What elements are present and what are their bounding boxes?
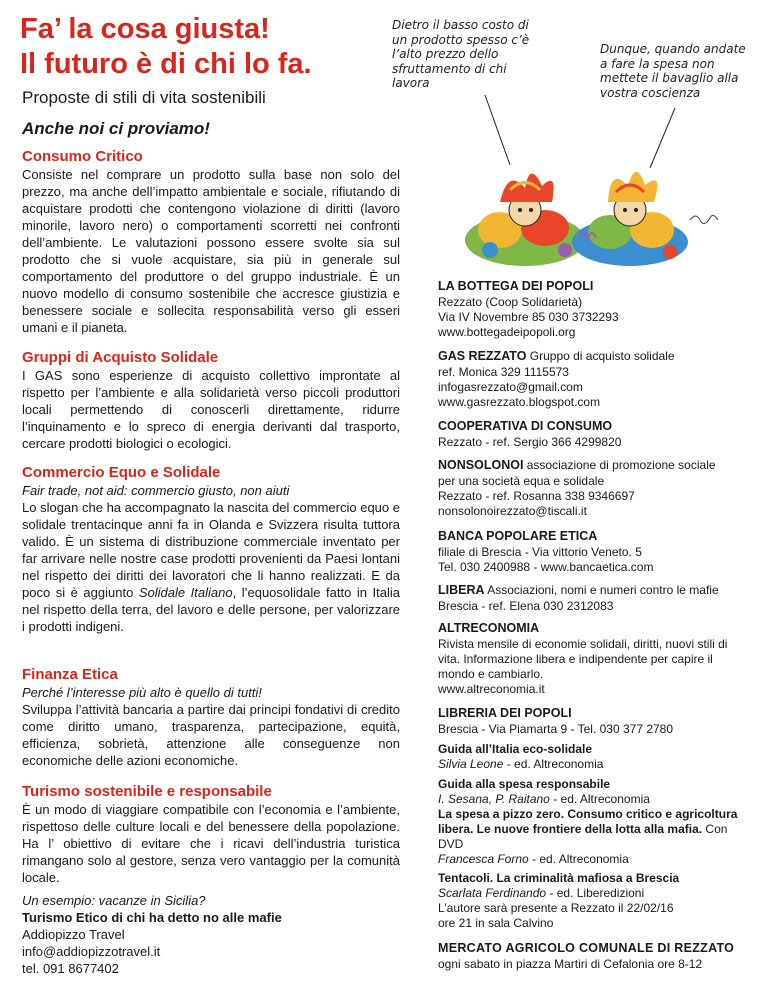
entry-line: per una società equa e solidale	[438, 474, 605, 488]
entry-line: Rezzato - ref. Sergio 366 4299820	[438, 435, 622, 449]
section-commercio-equo	[22, 463, 400, 635]
book-author-line: I. Sesana, P. Raitano - ed. Altreconomia	[438, 792, 650, 806]
contact-email[interactable]: info@addiopizzotravel.it	[22, 944, 161, 959]
entry-heading	[438, 348, 750, 365]
entry-banca-etica	[438, 528, 750, 575]
entry-link[interactable]: www.altreconomia.it	[438, 682, 545, 696]
entry-line: Via IV Novembre 85 030 3732293	[438, 310, 619, 324]
section-example: Un esempio: vacanze in Sicilia?	[22, 893, 206, 908]
entry-email[interactable]: nonsolonoirezzato@tiscali.it	[438, 504, 587, 518]
entry-bottega	[438, 278, 750, 340]
cartoon-illustration-icon	[430, 90, 730, 270]
section-body: Consiste nel comprare un prodotto sulla base non solo del prezzo, ma anche dell’impatto ambientale e sociale, rifiutando di acquistare prodotti che contengono violazione di diritti (lavoro minorile, lavoro nero) o comportamenti scorretti nei confronti dell’ambiente. Le valutazioni possono essere svolte sia sul prodotto che si vuole acquistare, sia più in generale sul comportamento del produttore o del gruppo industriale. È un nuovo modello di consumo sostenibile che accresce giustizia e benessere sociale e sollecita responsabilità verso gli esseri umani e il pianeta.	[22, 167, 400, 335]
entry-line: ref. Monica 329 1115573	[438, 365, 569, 379]
section-body: È un modo di viaggiare compatibile con l’economia e l’ambiente, rispettoso delle culture locali e del benessere della popolazione. Ha l’ obiettivo di evitare che i ricavi dell’industria turistica rimangano solo al gestore, senza vero vantaggio per la comunità locale.	[22, 802, 400, 885]
entry-name: ALTRECONOMIA	[438, 621, 540, 635]
page-title	[20, 12, 312, 82]
entry-cooperativa	[438, 418, 750, 450]
book-title: Tentacoli. La criminalità mafiosa a Brescia	[438, 871, 680, 885]
entry-desc: associazione di promozione sociale	[523, 458, 716, 472]
book-title: Guida all’Italia eco-solidale	[438, 742, 593, 756]
section-turismo	[22, 782, 400, 977]
title-line-2: Il futuro è di chi lo fa.	[20, 48, 312, 80]
section-heading: Finanza Etica	[22, 666, 118, 683]
speech-bubble-right: Dunque, quando andate a fare la spesa non mettete il bavaglio alla vostra coscienza	[600, 42, 746, 100]
subtitle: Proposte di stili di vita sostenibili	[22, 88, 266, 107]
contact-line: Addiopizzo Travel	[22, 927, 125, 942]
entry-name: MERCATO AGRICOLO COMUNALE DI REZZATO	[438, 941, 735, 955]
book-list	[438, 742, 750, 931]
entry-libera	[438, 582, 750, 614]
entry-nonsolonoi	[438, 457, 750, 519]
tagline: Anche noi ci proviamo!	[22, 119, 210, 138]
section-finanza-etica	[22, 665, 400, 769]
entry-line: Rezzato - ref. Rosanna 338 9346697	[438, 489, 635, 503]
title-line-1: Fa’ la cosa giusta!	[20, 13, 270, 45]
entry-line: Tel. 030 2400988 - www.bancaetica.com	[438, 560, 654, 574]
section-slogan: Perché l’interesse più alto è quello di tutti!	[22, 685, 262, 700]
entry-desc: Gruppo di acquisto solidale	[526, 349, 675, 363]
section-body: Lo slogan che ha accompagnato la nascita del commercio equo e solidale trentacinque anni fa in Olanda e Svizzera risulta tuttora valido. È un sistema di distribuzione commerciale inventato per far arrivare nelle nostre case prodotti provenienti da Paesi lontani nel rispetto dei diritti dei lavoratori che li hanno realizzati. E da poco si è aggiunto Solidale Italiano, l’equosolidale fatto in Italia nel rispetto della terra, del lavoro e delle persone, per valorizzare i prodotti indigeni.	[22, 500, 400, 634]
book-author-line: Francesca Forno - ed. Altreconomia	[438, 852, 629, 866]
book-author-line: Scarlata Ferdinando - ed. Liberedizioni	[438, 886, 645, 900]
contact-phone: tel. 091 8677402	[22, 961, 119, 976]
entry-desc: Associazioni, nomi e numeri contro le mafie	[484, 583, 719, 597]
entry-line: filiale di Brescia - Via vittorio Veneto. 5	[438, 545, 642, 559]
entry-line: Brescia - ref. Elena 030 2312083	[438, 599, 614, 613]
entry-name: NONSOLONOI	[438, 458, 524, 472]
book-note: L’autore sarà presente a Rezzato il 22/02/16	[438, 901, 674, 915]
entry-line: Rivista mensile di economie solidali, diritti, nuovi stili di vita. Informazione libera e indipendente per capire il mondo e cambiarlo.	[438, 637, 728, 681]
section-heading: Turismo sostenibile e responsabile	[22, 783, 272, 800]
entry-heading	[438, 582, 750, 599]
section-body: Sviluppa l’attività bancaria a partire dai principi fondativi di credito come diritto umano, trasparenza, partecipazione, equità, efficienza, sobrietà, attenzione alle conseguenze non economiche delle azioni economiche.	[22, 702, 400, 768]
entry-email[interactable]: infogasrezzato@gmail.com	[438, 380, 583, 394]
book-author-line: Silvia Leone - ed. Altreconomia	[438, 757, 604, 771]
entry-name: LA BOTTEGA DEI POPOLI	[438, 279, 594, 293]
book-title: La spesa a pizzo zero. Consumo critico e agricoltura libera. Le nuove frontiere della lotta alla mafia. Con DVD	[438, 807, 738, 851]
entry-gas-rezzato	[438, 348, 750, 410]
entry-line: Rezzato (Coop Solidarietà)	[438, 295, 583, 309]
section-heading: Gruppi di Acquisto Solidale	[22, 349, 219, 366]
section-slogan: Fair trade, not aid: commercio giusto, non aiuti	[22, 483, 290, 498]
entry-name: COOPERATIVA DI CONSUMO	[438, 419, 613, 433]
book-title: Guida alla spesa responsabile	[438, 777, 611, 791]
entry-link[interactable]: www.bottegadeipopoli.org	[438, 325, 576, 339]
entry-line: ogni sabato in piazza Martiri di Cefalonia ore 8-12	[438, 957, 703, 971]
entry-altreconomia	[438, 620, 750, 697]
entry-name: BANCA POPOLARE ETICA	[438, 529, 598, 543]
entry-name: LIBRERIA DEI POPOLI	[438, 706, 572, 720]
section-consumo-critico	[22, 147, 400, 336]
book-note: ore 21 in sala Calvino	[438, 916, 554, 930]
speech-bubble-left: Dietro il basso costo di un prodotto spesso c’è l’alto prezzo dello sfruttamento di chi lavora	[392, 18, 530, 90]
entry-name: LIBERA	[438, 583, 485, 597]
entry-line: Brescia - Via Piamarta 9 - Tel. 030 377 2780	[438, 722, 674, 736]
section-heading: Consumo Critico	[22, 148, 143, 165]
section-org-name: Turismo Etico di chi ha detto no alle mafie	[22, 910, 282, 925]
section-heading: Commercio Equo e Solidale	[22, 464, 221, 481]
entry-name: GAS REZZATO	[438, 349, 527, 363]
section-body: I GAS sono esperienze di acquisto collettivo improntate al rispetto per l’ambiente e alla solidarietà verso piccoli produttori locali permettendo di conoscerli direttamente, ridurre l’inquinamento e lo spreco di energia derivanti dal trasporto, cercare prodotti biologici o ecologici.	[22, 368, 400, 451]
entry-libreria	[438, 705, 750, 737]
section-gas	[22, 348, 400, 452]
entry-heading	[438, 457, 750, 474]
entry-mercato	[438, 940, 750, 972]
entry-link[interactable]: www.gasrezzato.blogspot.com	[438, 395, 601, 409]
